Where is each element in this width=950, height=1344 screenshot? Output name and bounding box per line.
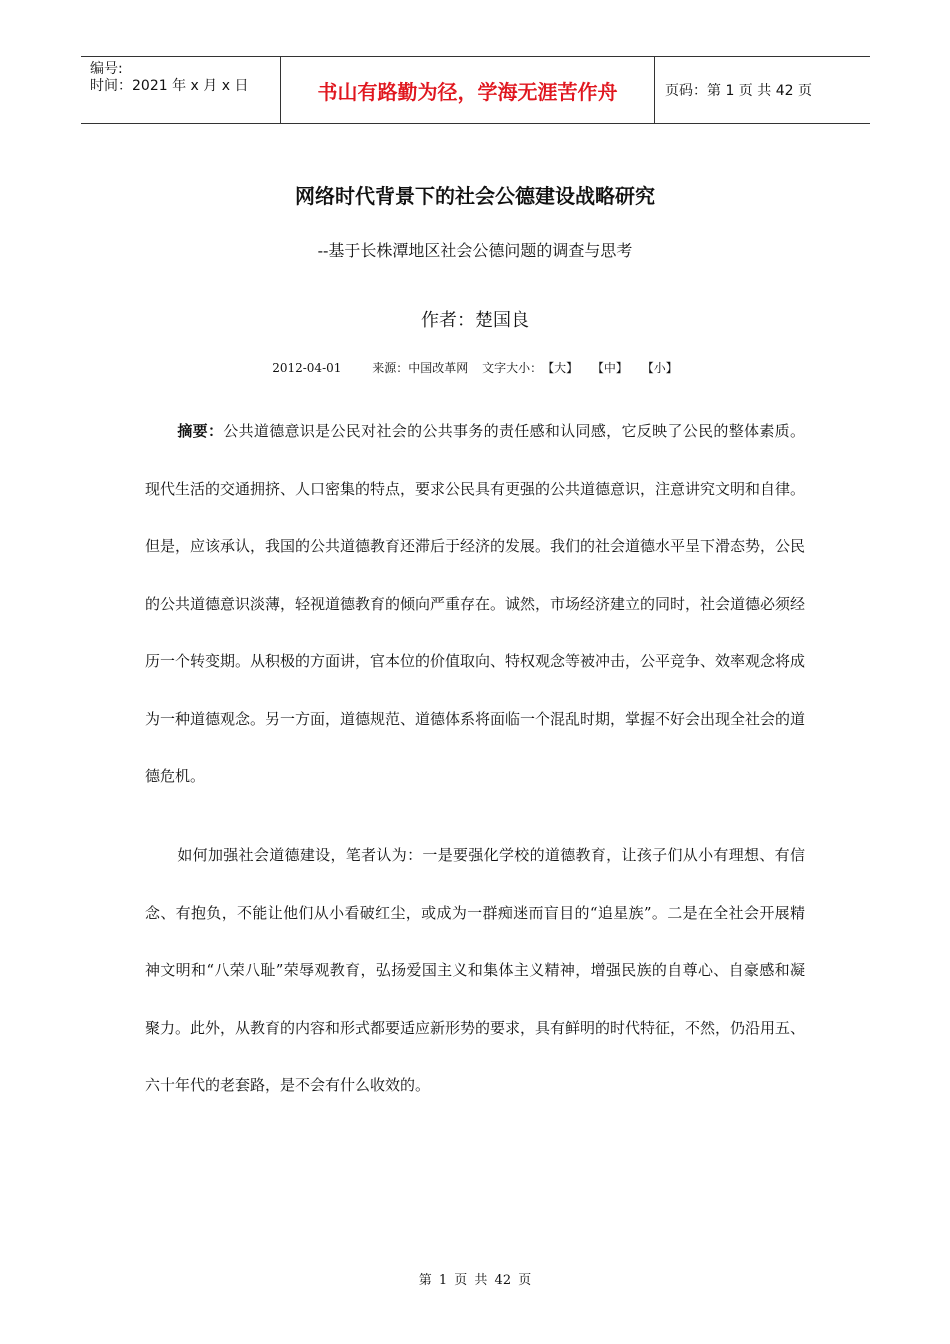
article-meta — [0, 359, 950, 376]
source: 来源：中国改革网 — [372, 361, 469, 375]
font-size-large-link[interactable]: 【大】 — [548, 361, 579, 375]
page-indicator: 页码：第 1 页 共 42 页 — [665, 83, 812, 99]
abstract-label: 摘要： — [177, 422, 224, 440]
body-paragraph — [145, 827, 805, 1115]
document-title: 网络时代背景下的社会公德建设战略研究 — [295, 184, 655, 208]
author: 作者：楚国良 — [421, 310, 529, 331]
font-size-small-link[interactable]: 【小】 — [641, 361, 678, 375]
number-label: 编号: — [90, 61, 123, 77]
header-table — [81, 56, 870, 124]
document-subtitle: --基于长株潭地区社会公德问题的调查与思考 — [317, 241, 633, 260]
date-label: 时间：2021 年 x 月 x 日 — [90, 78, 249, 94]
font-size-label: 文字大小： — [482, 361, 543, 375]
abstract-text: 公共道德意识是公民对社会的公共事务的责任感和认同感，它反映了公民的整体素质。现代生活的交通拥挤、人口密集的特点，要求公民具有更强的公共道德意识，注意讲究文明和自律。但是，应该承认，我国的公共道德教育还滞后于经济的发展。我们的社会道德水平呈下滑态势，公民的公共道德意识淡薄，轻视道德教育的倾向严重存在。诚然，市场经济建立的同时，社会道德必须经历一个转变期。从积极的方面讲，官本位的价值取向、特权观念等被冲击，公平竞争、效率观念将成为一种道德观念。另一方面，道德规范、道德体系将面临一个混乱时期，掌握不好会出现全社会的道德危机。 — [145, 422, 806, 785]
header-info-cell — [81, 57, 281, 123]
motto: 书山有路勤为径，学海无涯苦作舟 — [281, 57, 655, 123]
font-size-medium-link[interactable]: 【中】 — [591, 361, 628, 375]
page-footer: 第 1 页 共 42 页 — [418, 1273, 532, 1288]
publish-date: 2012-04-01 — [272, 361, 342, 375]
abstract-paragraph — [145, 403, 805, 806]
body-paragraph-text: 如何加强社会道德建设，笔者认为：一是要强化学校的道德教育，让孩子们从小有理想、有信念、有抱负，不能让他们从小看破红尘，或成为一群痴迷而盲目的“追星族”。二是在全社会开展精神文明和“八荣八耻”荣辱观教育，弘扬爱国主义和集体主义精神，增强民族的自尊心、自豪感和凝聚力。此外，从教育的内容和形式都要适应新形势的要求，具有鲜明的时代特征，不然，仍沿用五、六十年代的老套路，是不会有什么收效的。 — [145, 846, 806, 1094]
